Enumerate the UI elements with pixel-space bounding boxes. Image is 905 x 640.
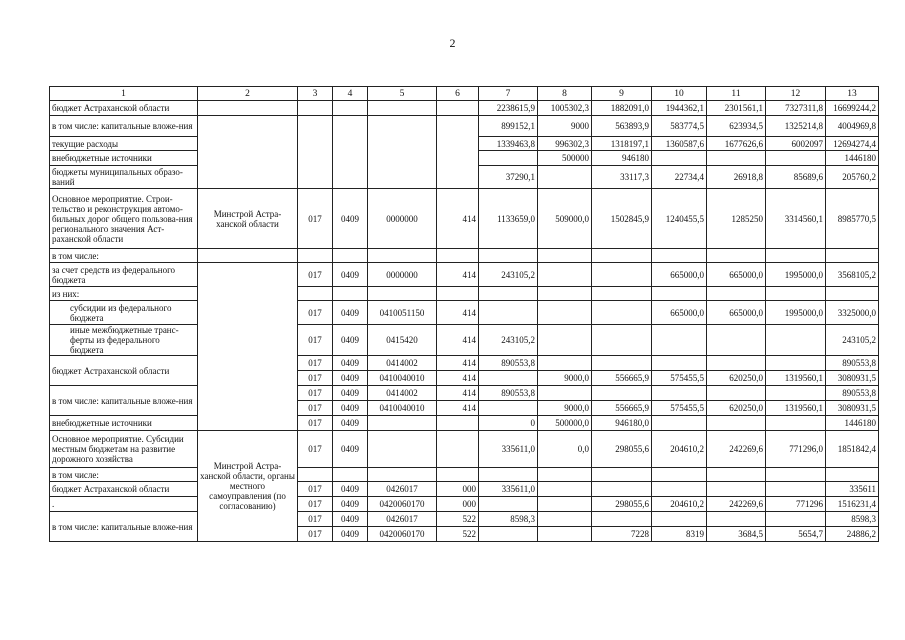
table-row [50, 301, 879, 325]
table-cell-c13: 3080931,5 [826, 371, 879, 386]
table-cell-c4: 0409 [333, 371, 368, 386]
table-row [50, 512, 879, 527]
table-cell-c4: 0409 [333, 356, 368, 371]
table-cell-c1: текущие расходы [50, 137, 198, 151]
table-cell-c5 [368, 249, 437, 263]
table-cell-c13: 1851842,4 [826, 431, 879, 468]
table-cell-c10 [652, 386, 707, 401]
table-cell-c8: 9000,0 [538, 371, 592, 386]
table-cell-c9: 946180,0 [592, 416, 652, 431]
table-cell-c9 [592, 356, 652, 371]
table-cell-c13: 205760,2 [826, 166, 879, 189]
table-cell-c13: 1516231,4 [826, 497, 879, 512]
table-cell-c3 [298, 287, 333, 301]
table-cell-c11: 3684,5 [707, 527, 766, 542]
table-cell-c10: 1360587,6 [652, 137, 707, 151]
table-cell-c8 [538, 287, 592, 301]
table-cell-c3: 017 [298, 512, 333, 527]
table-cell-c7 [479, 401, 538, 416]
table-cell-c9 [592, 287, 652, 301]
table-cell-c12 [766, 325, 826, 356]
table-cell-c11: 620250,0 [707, 371, 766, 386]
table-cell-c10 [652, 468, 707, 482]
table-cell-c10: 575455,5 [652, 401, 707, 416]
table-cell-c5: 0410040010 [368, 401, 437, 416]
table-cell-c3: 017 [298, 371, 333, 386]
table-cell-c4: 0409 [333, 497, 368, 512]
table-row [50, 325, 879, 356]
table-cell-c4: 0409 [333, 263, 368, 287]
header-cell-12: 12 [766, 87, 826, 101]
table-cell-c6: 522 [437, 512, 479, 527]
table-cell-c13: 24886,2 [826, 527, 879, 542]
table-cell-c12: 3314560,1 [766, 189, 826, 249]
table-cell-c4 [333, 116, 368, 189]
table-cell-c8 [538, 166, 592, 189]
table-cell-c5: 0426017 [368, 482, 437, 497]
table-cell-c13: 890553,8 [826, 386, 879, 401]
table-cell-c12: 5654,7 [766, 527, 826, 542]
table-cell-c8 [538, 497, 592, 512]
table-cell-c13: 16699244,2 [826, 101, 879, 116]
table-cell-c11 [707, 512, 766, 527]
table-cell-c10: 665000,0 [652, 263, 707, 287]
table-cell-c4 [333, 287, 368, 301]
table-cell-c7: 8598,3 [479, 512, 538, 527]
table-cell-c11 [707, 416, 766, 431]
table-cell-c6 [437, 468, 479, 482]
header-cell-2: 2 [198, 87, 298, 101]
table-cell-c11: 26918,8 [707, 166, 766, 189]
table-cell-c6 [437, 116, 479, 189]
table-cell-c8 [538, 527, 592, 542]
table-cell-c1: бюджет Астраханской области [50, 482, 198, 497]
table-cell-c2 [198, 263, 298, 431]
table-cell-c1: в том числе: [50, 249, 198, 263]
table-cell-c10 [652, 416, 707, 431]
table-cell-c9: 7228 [592, 527, 652, 542]
header-cell-4: 4 [333, 87, 368, 101]
table-cell-c3: 017 [298, 416, 333, 431]
table-cell-c3: 017 [298, 189, 333, 249]
table-cell-c13: 3568105,2 [826, 263, 879, 287]
table-cell-c9: 556665,9 [592, 401, 652, 416]
table-cell-c12 [766, 356, 826, 371]
table-cell-c13: 8985770,5 [826, 189, 879, 249]
table-cell-c3: 017 [298, 301, 333, 325]
table-cell-c8: 996302,3 [538, 137, 592, 151]
table-cell-c13: 890553,8 [826, 356, 879, 371]
table-cell-c12 [766, 287, 826, 301]
table-cell-c1: Основное мероприятие. Строи-тельство и реконструкция автомо-бильных дорог общего пользова-ния регионального значения Аст-раханской области [50, 189, 198, 249]
table-cell-c7 [479, 468, 538, 482]
table-cell-c13 [826, 249, 879, 263]
table-cell-c7 [479, 371, 538, 386]
table-cell-c12 [766, 468, 826, 482]
table-cell-c6 [437, 416, 479, 431]
table-cell-c5: 0420060170 [368, 497, 437, 512]
table-cell-c10 [652, 512, 707, 527]
table-cell-c11 [707, 468, 766, 482]
table-cell-c1: . [50, 497, 198, 512]
table-cell-c1: в том числе: [50, 468, 198, 482]
table-cell-c3: 017 [298, 497, 333, 512]
table-cell-c4: 0409 [333, 386, 368, 401]
table-cell-c13: 12694274,4 [826, 137, 879, 151]
table-cell-c8 [538, 301, 592, 325]
table-cell-c6: 414 [437, 263, 479, 287]
table-row [50, 287, 879, 301]
table-cell-c10 [652, 287, 707, 301]
table-cell-c10 [652, 356, 707, 371]
table-cell-c6: 414 [437, 356, 479, 371]
table-cell-c6: 414 [437, 401, 479, 416]
table-cell-c9: 298055,6 [592, 431, 652, 468]
table-cell-c10: 1944362,1 [652, 101, 707, 116]
table-cell-c10: 8319 [652, 527, 707, 542]
table-cell-c7: 899152,1 [479, 116, 538, 137]
table-cell-c12 [766, 482, 826, 497]
table-cell-c9 [592, 482, 652, 497]
table-cell-c3 [298, 101, 333, 116]
table-cell-c8: 0,0 [538, 431, 592, 468]
table-cell-c5: 0415420 [368, 325, 437, 356]
table-cell-c7: 890553,8 [479, 356, 538, 371]
table-cell-c13: 1446180 [826, 151, 879, 166]
table-cell-c8 [538, 263, 592, 287]
table-cell-c12: 771296,0 [766, 431, 826, 468]
table-row [50, 356, 879, 371]
table-cell-c1: бюджет Астраханской области [50, 101, 198, 116]
table-cell-c4: 0409 [333, 527, 368, 542]
table-cell-c8: 509000,0 [538, 189, 592, 249]
table-cell-c7: 243105,2 [479, 325, 538, 356]
table-cell-c11 [707, 325, 766, 356]
table-cell-c5: 0410040010 [368, 371, 437, 386]
table-cell-c9 [592, 386, 652, 401]
table-cell-c9 [592, 468, 652, 482]
header-cell-1: 1 [50, 87, 198, 101]
table-cell-c11: 242269,6 [707, 431, 766, 468]
table-cell-c7 [479, 287, 538, 301]
table-cell-c12: 85689,6 [766, 166, 826, 189]
table-cell-c13: 8598,3 [826, 512, 879, 527]
table-cell-c6: 522 [437, 527, 479, 542]
table-cell-c8 [538, 468, 592, 482]
table-cell-c11: 1285250 [707, 189, 766, 249]
table-cell-c13: 1446180 [826, 416, 879, 431]
header-cell-8: 8 [538, 87, 592, 101]
table-cell-c11: 1677626,6 [707, 137, 766, 151]
table-cell-c10: 22734,4 [652, 166, 707, 189]
table-cell-c3: 017 [298, 482, 333, 497]
table-cell-c2: Минстрой Астра-ханской области [198, 189, 298, 249]
table-cell-c6 [437, 287, 479, 301]
table-cell-c6 [437, 101, 479, 116]
table-cell-c7: 0 [479, 416, 538, 431]
table-cell-c1: иные межбюджетные транс-ферты из федерального бюджета [50, 325, 198, 356]
table-cell-c1: за счет средств из федерального бюджета [50, 263, 198, 287]
table-cell-c4: 0409 [333, 482, 368, 497]
table-cell-c12 [766, 151, 826, 166]
table-cell-c13: 3325000,0 [826, 301, 879, 325]
table-cell-c6: 414 [437, 386, 479, 401]
header-cell-5: 5 [368, 87, 437, 101]
table-cell-c9 [592, 325, 652, 356]
table-cell-c3: 017 [298, 527, 333, 542]
table-cell-c5 [368, 116, 437, 189]
table-cell-c11: 620250,0 [707, 401, 766, 416]
table-cell-c8: 500000 [538, 151, 592, 166]
table-cell-c2 [198, 116, 298, 189]
table-cell-c4: 0409 [333, 431, 368, 468]
table-cell-c3 [298, 468, 333, 482]
table-cell-c1: в том числе: капитальные вложе-ния [50, 512, 198, 542]
table-cell-c11: 623934,5 [707, 116, 766, 137]
table-cell-c9: 298055,6 [592, 497, 652, 512]
header-cell-11: 11 [707, 87, 766, 101]
table-cell-c9 [592, 249, 652, 263]
table-cell-c2: Минстрой Астра-ханской области, органы местного самоуправления (по согласованию) [198, 431, 298, 542]
header-cell-7: 7 [479, 87, 538, 101]
table-cell-c7: 890553,8 [479, 386, 538, 401]
table-cell-c1: бюджет Астраханской области [50, 356, 198, 386]
table-row [50, 497, 879, 512]
table-cell-c7: 37290,1 [479, 166, 538, 189]
table-cell-c12: 1319560,1 [766, 401, 826, 416]
table-cell-c6: 000 [437, 482, 479, 497]
table-cell-c4: 0409 [333, 325, 368, 356]
table-cell-c11 [707, 386, 766, 401]
table-cell-c13: 3080931,5 [826, 401, 879, 416]
table-cell-c6: 414 [437, 301, 479, 325]
table-cell-c6: 414 [437, 371, 479, 386]
table-cell-c7 [479, 249, 538, 263]
table-cell-c9: 563893,9 [592, 116, 652, 137]
table-cell-c10: 665000,0 [652, 301, 707, 325]
table-cell-c13 [826, 468, 879, 482]
table-cell-c12 [766, 386, 826, 401]
budget-table [49, 86, 879, 542]
table-cell-c7 [479, 527, 538, 542]
table-cell-c5: 0420060170 [368, 527, 437, 542]
table-cell-c4: 0409 [333, 301, 368, 325]
table-cell-c3: 017 [298, 263, 333, 287]
table-cell-c5: 0414002 [368, 386, 437, 401]
table-cell-c5 [368, 431, 437, 468]
table-cell-c11 [707, 356, 766, 371]
table-cell-c1: бюджеты муниципальных образо-ваний [50, 166, 198, 189]
table-cell-c1: в том числе: капитальные вложе-ния [50, 386, 198, 416]
table-cell-c7 [479, 301, 538, 325]
table-cell-c11: 665000,0 [707, 301, 766, 325]
table-cell-c12: 1995000,0 [766, 301, 826, 325]
table-cell-c9: 556665,9 [592, 371, 652, 386]
table-cell-c13: 4004969,8 [826, 116, 879, 137]
table-cell-c3: 017 [298, 401, 333, 416]
table-cell-c10: 583774,5 [652, 116, 707, 137]
header-row [50, 87, 879, 101]
table-cell-c4: 0409 [333, 401, 368, 416]
table-cell-c12 [766, 416, 826, 431]
table-cell-c4 [333, 468, 368, 482]
header-cell-10: 10 [652, 87, 707, 101]
table-cell-c3: 017 [298, 431, 333, 468]
table-cell-c1: Основное мероприятие. Субсидии местным бюджетам на развитие дорожного хозяйства [50, 431, 198, 468]
table-cell-c5 [368, 416, 437, 431]
table-cell-c10 [652, 249, 707, 263]
table-cell-c7: 335611,0 [479, 431, 538, 468]
table-cell-c7 [479, 151, 538, 166]
table-cell-c12: 1319560,1 [766, 371, 826, 386]
table-cell-c6: 000 [437, 497, 479, 512]
header-cell-13: 13 [826, 87, 879, 101]
table-row [50, 386, 879, 401]
table-cell-c10 [652, 151, 707, 166]
table-cell-c8 [538, 249, 592, 263]
table-cell-c1: из них: [50, 287, 198, 301]
table-cell-c1: внебюджетные источники [50, 151, 198, 166]
table-row [50, 482, 879, 497]
table-cell-c4: 0409 [333, 512, 368, 527]
table-cell-c9: 33117,3 [592, 166, 652, 189]
table-cell-c7: 1133659,0 [479, 189, 538, 249]
table-cell-c7: 335611,0 [479, 482, 538, 497]
table-cell-c10: 204610,2 [652, 497, 707, 512]
table-cell-c1: субсидии из федерального бюджета [50, 301, 198, 325]
table-row [50, 263, 879, 287]
table-cell-c12: 771296 [766, 497, 826, 512]
table-cell-c10 [652, 325, 707, 356]
table-cell-c9: 946180 [592, 151, 652, 166]
table-cell-c12: 1995000,0 [766, 263, 826, 287]
header-cell-6: 6 [437, 87, 479, 101]
table-cell-c1: внебюджетные источники [50, 416, 198, 431]
header-cell-3: 3 [298, 87, 333, 101]
table-cell-c12: 6002097 [766, 137, 826, 151]
table-cell-c11 [707, 151, 766, 166]
table-cell-c6 [437, 249, 479, 263]
table-cell-c7: 1339463,8 [479, 137, 538, 151]
table-cell-c8: 9000,0 [538, 401, 592, 416]
table-cell-c3 [298, 249, 333, 263]
table-cell-c11 [707, 482, 766, 497]
table-cell-c4: 0409 [333, 189, 368, 249]
table-cell-c12: 7327311,8 [766, 101, 826, 116]
table-row [50, 189, 879, 249]
table-cell-c11: 665000,0 [707, 263, 766, 287]
table-row [50, 416, 879, 431]
table-cell-c5 [368, 468, 437, 482]
header-cell-9: 9 [592, 87, 652, 101]
table-cell-c7 [479, 497, 538, 512]
table-cell-c9 [592, 263, 652, 287]
table-cell-c8 [538, 325, 592, 356]
table-cell-c5: 0410051150 [368, 301, 437, 325]
table-cell-c6 [437, 431, 479, 468]
table-cell-c8: 9000 [538, 116, 592, 137]
table-cell-c9 [592, 301, 652, 325]
table-cell-c12 [766, 512, 826, 527]
table-cell-c7: 243105,2 [479, 263, 538, 287]
table-cell-c2 [198, 249, 298, 263]
table-row [50, 468, 879, 482]
table-cell-c5: 0000000 [368, 189, 437, 249]
table-cell-c9 [592, 512, 652, 527]
table-row [50, 431, 879, 468]
table-cell-c4 [333, 101, 368, 116]
table-cell-c8 [538, 482, 592, 497]
table-cell-c7: 2238615,9 [479, 101, 538, 116]
table-cell-c8 [538, 386, 592, 401]
table-cell-c11: 242269,6 [707, 497, 766, 512]
table-cell-c9: 1882091,0 [592, 101, 652, 116]
table-cell-c10 [652, 482, 707, 497]
table-cell-c5 [368, 101, 437, 116]
table-cell-c11 [707, 287, 766, 301]
table-cell-c12 [766, 249, 826, 263]
table-cell-c3 [298, 116, 333, 189]
table-cell-c13: 335611 [826, 482, 879, 497]
table-cell-c3: 017 [298, 356, 333, 371]
table-cell-c10: 575455,5 [652, 371, 707, 386]
table-row [50, 249, 879, 263]
table-row [50, 116, 879, 137]
table-cell-c5: 0000000 [368, 263, 437, 287]
table-cell-c8 [538, 512, 592, 527]
table-cell-c8: 500000,0 [538, 416, 592, 431]
table-cell-c3: 017 [298, 325, 333, 356]
table-cell-c10: 204610,2 [652, 431, 707, 468]
table-cell-c6: 414 [437, 325, 479, 356]
table-cell-c4: 0409 [333, 416, 368, 431]
table-cell-c11: 2301561,1 [707, 101, 766, 116]
table-cell-c9: 1502845,9 [592, 189, 652, 249]
table-cell-c8: 1005302,3 [538, 101, 592, 116]
table-cell-c1: в том числе: капитальные вложе-ния [50, 116, 198, 137]
table-cell-c10: 1240455,5 [652, 189, 707, 249]
table-cell-c3: 017 [298, 386, 333, 401]
table-cell-c8 [538, 356, 592, 371]
table-cell-c13: 243105,2 [826, 325, 879, 356]
table-cell-c5: 0426017 [368, 512, 437, 527]
table-cell-c13 [826, 287, 879, 301]
table-row [50, 101, 879, 116]
table-cell-c6: 414 [437, 189, 479, 249]
table-cell-c11 [707, 249, 766, 263]
table-cell-c5 [368, 287, 437, 301]
table-cell-c5: 0414002 [368, 356, 437, 371]
table-cell-c2 [198, 101, 298, 116]
table-cell-c12: 1325214,8 [766, 116, 826, 137]
page-number: 2 [449, 36, 456, 50]
table-cell-c9: 1318197,1 [592, 137, 652, 151]
table-cell-c4 [333, 249, 368, 263]
